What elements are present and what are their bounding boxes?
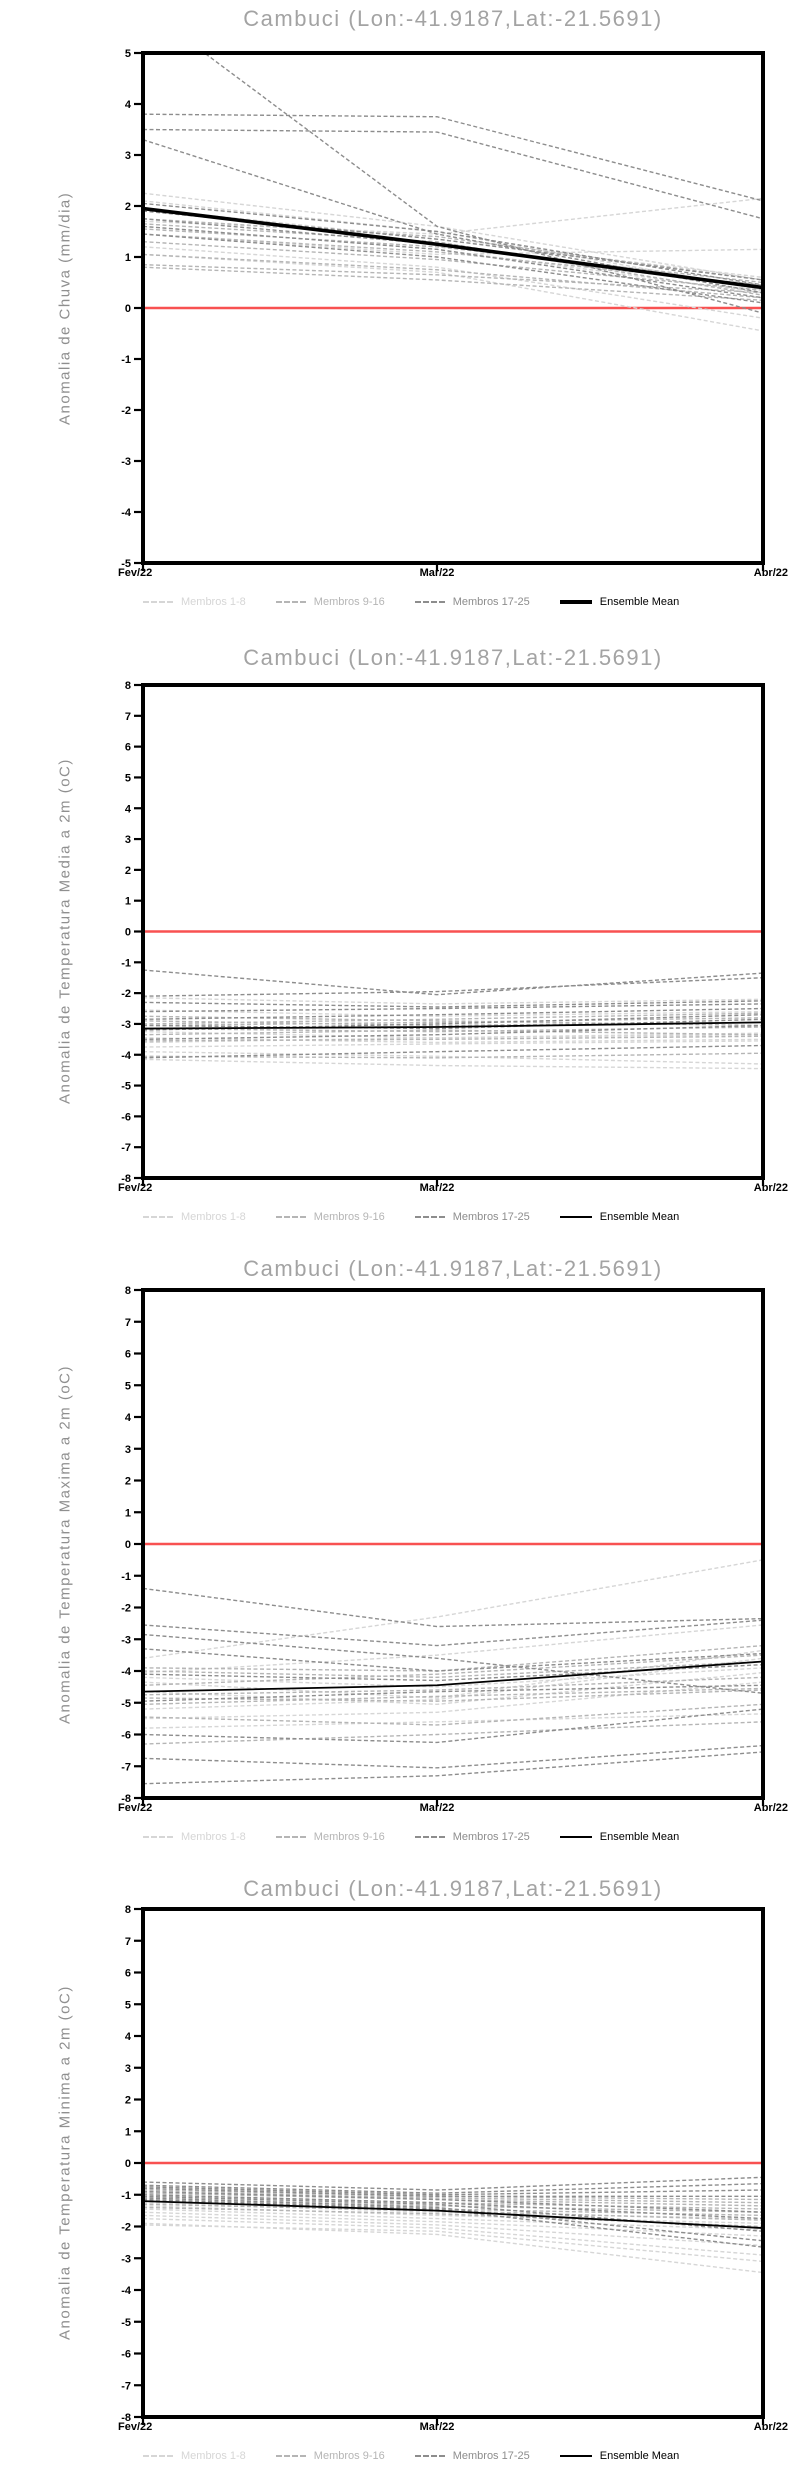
member-line xyxy=(143,1746,763,1768)
y-tick-label: 0 xyxy=(124,1539,131,1551)
legend-item-membros-9-16 xyxy=(276,1831,385,1843)
solid-line-sample-icon xyxy=(560,1836,592,1838)
member-line xyxy=(143,140,763,293)
legend-label: Membros 17-25 xyxy=(452,1211,530,1223)
legend-item-membros-9-16 xyxy=(276,2450,385,2462)
member-line xyxy=(143,1722,763,1744)
chart-plot-2 xyxy=(121,680,763,1186)
chart3-xtick-abr: Abr/22 xyxy=(753,1802,788,1814)
chart3-xtick-mar: Mar/22 xyxy=(419,1802,455,1814)
dashed-line-sample-icon xyxy=(276,2455,306,2457)
y-tick-label: 7 xyxy=(124,710,131,723)
legend-item-membros-1-8 xyxy=(143,1831,246,1843)
chart-plot-3 xyxy=(121,1285,763,1806)
chart4-title: Cambuci (Lon:-41.9187,Lat:-21.5691) xyxy=(243,1876,663,1901)
y-tick-label: -5 xyxy=(121,1080,131,1093)
solid-line-sample-icon xyxy=(560,1216,592,1218)
member-line xyxy=(143,1688,763,1704)
legend-item-membros-9-16 xyxy=(276,1211,385,1223)
y-tick-label: 2 xyxy=(124,1475,131,1488)
chart2-xtick-fev: Fev/22 xyxy=(118,1182,153,1194)
y-tick-label: -2 xyxy=(121,1602,131,1615)
chart4-legend xyxy=(143,2450,783,2462)
chart-plot-1 xyxy=(121,7,763,571)
chart3-y-axis-label: Anomalia de Temperatura Maxima a 2m (oC) xyxy=(56,1364,74,1724)
y-tick-label: 2 xyxy=(124,2094,131,2107)
dashed-line-sample-icon xyxy=(143,601,173,603)
y-tick-label: -1 xyxy=(121,957,131,970)
legend-label: Ensemble Mean xyxy=(599,1831,680,1843)
member-line xyxy=(143,1704,763,1725)
dashed-line-sample-icon xyxy=(415,601,445,603)
legend-label: Membros 17-25 xyxy=(452,2450,530,2462)
chart4-xtick-abr: Abr/22 xyxy=(753,2421,788,2433)
legend-label: Membros 9-16 xyxy=(313,1211,385,1223)
y-tick-label: -1 xyxy=(121,354,131,366)
y-tick-label: 5 xyxy=(124,1999,131,2012)
chart3-xtick-fev: Fev/22 xyxy=(118,1802,153,1814)
solid-line-sample-icon xyxy=(560,2455,592,2457)
member-line xyxy=(143,1588,763,1626)
chart1-xtick-mar: Mar/22 xyxy=(419,567,455,579)
legend-item-membros-1-8 xyxy=(143,596,246,608)
member-line xyxy=(143,1052,763,1064)
chart2-legend xyxy=(143,1211,783,1223)
dashed-line-sample-icon xyxy=(276,1216,306,1218)
y-tick-label: -5 xyxy=(121,1697,131,1710)
legend-item-ensemble-mean xyxy=(560,1211,680,1223)
legend-label: Ensemble Mean xyxy=(599,1211,680,1223)
y-tick-label: 4 xyxy=(124,1412,131,1424)
chart2-xtick-mar: Mar/22 xyxy=(419,1182,455,1194)
y-tick-label: -6 xyxy=(121,1111,131,1124)
y-tick-label: 5 xyxy=(124,1380,131,1393)
y-tick-label: 8 xyxy=(124,680,131,692)
dashed-line-sample-icon xyxy=(276,601,306,603)
y-tick-label: 2 xyxy=(124,864,131,877)
y-tick-label: -3 xyxy=(121,2253,131,2266)
chart1-title: Cambuci (Lon:-41.9187,Lat:-21.5691) xyxy=(243,6,663,31)
chart-plot-4 xyxy=(121,1904,763,2425)
dashed-line-sample-icon xyxy=(143,2455,173,2457)
legend-item-membros-17-25 xyxy=(415,1211,530,1223)
member-line xyxy=(143,1046,763,1058)
y-tick-label: -7 xyxy=(121,2380,131,2393)
y-tick-label: 3 xyxy=(124,1443,131,1456)
y-tick-label: 3 xyxy=(124,2062,131,2075)
y-tick-label: 6 xyxy=(124,1967,131,1980)
dashed-line-sample-icon xyxy=(415,1216,445,1218)
y-tick-label: -7 xyxy=(121,1761,131,1774)
y-tick-label: -6 xyxy=(121,1729,131,1742)
chart2-title: Cambuci (Lon:-41.9187,Lat:-21.5691) xyxy=(243,645,663,670)
legend-item-membros-1-8 xyxy=(143,2450,246,2462)
y-tick-label: 3 xyxy=(124,834,131,847)
dashed-line-sample-icon xyxy=(143,1836,173,1838)
legend-item-membros-17-25 xyxy=(415,1831,530,1843)
y-tick-label: -8 xyxy=(121,2412,131,2424)
legend-item-ensemble-mean xyxy=(560,1831,680,1843)
chart3-title: Cambuci (Lon:-41.9187,Lat:-21.5691) xyxy=(243,1256,663,1281)
y-tick-label: 7 xyxy=(124,1935,131,1948)
legend-item-membros-17-25 xyxy=(415,2450,530,2462)
member-line xyxy=(143,1560,763,1658)
y-tick-label: -6 xyxy=(121,2348,131,2361)
y-tick-label: -5 xyxy=(121,558,131,570)
y-tick-label: 4 xyxy=(124,2031,131,2043)
y-tick-label: -2 xyxy=(121,2221,131,2234)
y-tick-label: 0 xyxy=(124,926,131,939)
legend-label: Ensemble Mean xyxy=(599,2450,680,2462)
chart3-legend xyxy=(143,1831,783,1843)
y-tick-label: -3 xyxy=(121,456,131,468)
chart4-y-axis-label: Anomalia de Temperatura Minima a 2m (oC) xyxy=(56,1985,74,2341)
member-line xyxy=(143,1059,763,1068)
chart1-xtick-abr: Abr/22 xyxy=(753,567,788,579)
legend-label: Membros 1-8 xyxy=(181,1831,246,1843)
member-line xyxy=(143,1752,763,1784)
y-tick-label: 1 xyxy=(124,1507,131,1520)
dashed-line-sample-icon xyxy=(415,1836,445,1838)
y-tick-label: 1 xyxy=(124,252,131,264)
chart4-xtick-fev: Fev/22 xyxy=(118,2421,153,2433)
chart1-xtick-fev: Fev/22 xyxy=(118,567,153,579)
y-tick-label: -1 xyxy=(121,2189,131,2202)
legend-item-membros-17-25 xyxy=(415,596,530,608)
chart2-y-axis-label: Anomalia de Temperatura Media a 2m (oC) xyxy=(56,758,74,1105)
legend-label: Membros 9-16 xyxy=(313,596,385,608)
y-tick-label: 1 xyxy=(124,2126,131,2139)
y-tick-label: -4 xyxy=(121,507,131,519)
y-tick-label: -4 xyxy=(121,2285,131,2297)
chart4-xtick-mar: Mar/22 xyxy=(419,2421,455,2433)
y-tick-label: -4 xyxy=(121,1049,131,1062)
y-tick-label: 6 xyxy=(124,741,131,754)
y-tick-label: 8 xyxy=(124,1904,131,1916)
legend-label: Membros 1-8 xyxy=(181,2450,246,2462)
legend-label: Membros 1-8 xyxy=(181,596,246,608)
y-tick-label: 4 xyxy=(124,99,131,111)
member-line xyxy=(143,2225,763,2262)
member-line xyxy=(143,130,763,219)
y-tick-label: 6 xyxy=(124,1348,131,1361)
legend-label: Membros 17-25 xyxy=(452,596,530,608)
legend-label: Ensemble Mean xyxy=(599,596,680,608)
y-tick-label: -7 xyxy=(121,1142,131,1155)
y-tick-label: -8 xyxy=(121,1173,131,1185)
member-line xyxy=(143,978,763,996)
y-tick-label: 5 xyxy=(124,772,131,785)
y-tick-label: 7 xyxy=(124,1316,131,1329)
legend-item-membros-9-16 xyxy=(276,596,385,608)
y-tick-label: 8 xyxy=(124,1285,131,1297)
y-tick-label: 3 xyxy=(124,150,131,162)
y-tick-label: -3 xyxy=(121,1018,131,1031)
y-tick-label: 5 xyxy=(124,48,131,60)
ensemble-mean-line xyxy=(143,209,763,288)
y-tick-label: -8 xyxy=(121,1793,131,1805)
chart2-xtick-abr: Abr/22 xyxy=(753,1182,788,1194)
y-tick-label: 4 xyxy=(124,803,131,816)
legend-item-membros-1-8 xyxy=(143,1211,246,1223)
y-tick-label: -1 xyxy=(121,1570,131,1583)
dashed-line-sample-icon xyxy=(143,1216,173,1218)
y-tick-label: -2 xyxy=(121,405,131,417)
y-tick-label: 1 xyxy=(124,895,131,908)
dashed-line-sample-icon xyxy=(276,1836,306,1838)
dashed-line-sample-icon xyxy=(415,2455,445,2457)
legend-label: Membros 9-16 xyxy=(313,1831,385,1843)
member-line xyxy=(143,114,763,201)
member-line xyxy=(143,1001,763,1007)
y-tick-label: -5 xyxy=(121,2316,131,2329)
legend-label: Membros 9-16 xyxy=(313,2450,385,2462)
legend-label: Membros 17-25 xyxy=(452,1831,530,1843)
y-tick-label: -2 xyxy=(121,988,131,1001)
solid-line-sample-icon xyxy=(560,600,592,604)
y-tick-label: -3 xyxy=(121,1634,131,1647)
chart1-legend xyxy=(143,596,783,608)
y-tick-label: 2 xyxy=(124,201,131,213)
legend-item-ensemble-mean xyxy=(560,596,680,608)
member-line xyxy=(143,1041,763,1047)
y-tick-label: -4 xyxy=(121,1666,131,1678)
legend-label: Membros 1-8 xyxy=(181,1211,246,1223)
y-tick-label: 0 xyxy=(124,2158,131,2170)
member-line xyxy=(143,2215,763,2245)
y-tick-label: 0 xyxy=(124,303,131,315)
chart1-y-axis-label: Anomalia de Chuva (mm/dia) xyxy=(56,191,74,425)
legend-item-ensemble-mean xyxy=(560,2450,680,2462)
